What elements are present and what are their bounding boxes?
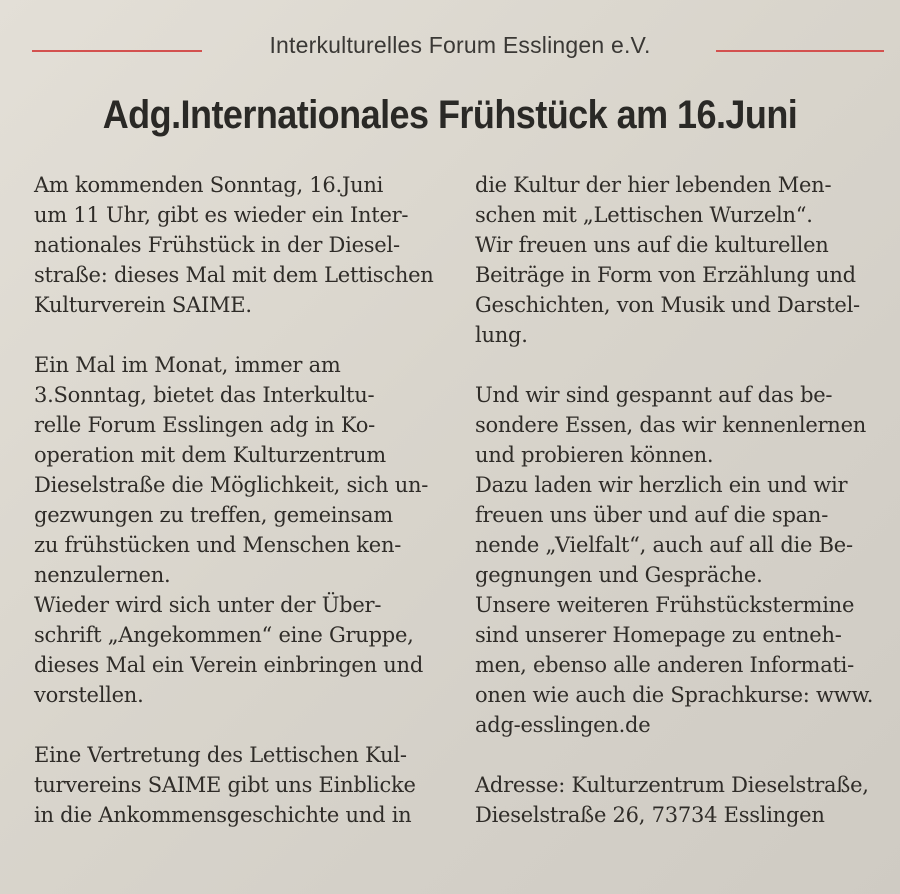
text-line: onen wie auch die Sprachkurse: www. [475, 683, 874, 707]
text-line: in die Ankommensgeschichte und in [34, 803, 412, 827]
text-line: adg-esslingen.de [475, 713, 651, 737]
article-column-left [34, 170, 454, 830]
text-line: men, ebenso alle anderen Informati- [475, 653, 854, 677]
text-line: freuen uns über und auf die span- [475, 503, 829, 527]
text-line: vorstellen. [34, 683, 144, 707]
text-line: sind unserer Homepage zu entneh- [475, 623, 842, 647]
text-line: Kulturverein SAIME. [34, 293, 252, 317]
text-line: sondere Essen, das wir kennenlernen [475, 413, 867, 437]
text-line: die Kultur der hier lebenden Men- [475, 173, 832, 197]
text-line: schen mit „Lettischen Wurzeln“. [475, 203, 813, 227]
header-rule-right [716, 50, 884, 52]
paragraph-gap [34, 320, 454, 350]
text-line: nationales Frühstück in der Diesel- [34, 233, 400, 257]
text-line: Wir freuen uns auf die kulturellen [475, 233, 829, 257]
paragraph-gap [34, 710, 454, 740]
text-line: Dieselstraße 26, 73734 Esslingen [475, 803, 825, 827]
text-line: Geschichten, von Musik und Darstel- [475, 293, 860, 317]
article-headline: Adg.Internationales Frühstück am 16.Juni [102, 93, 798, 137]
text-line: operation mit dem Kulturzentrum [34, 443, 386, 467]
text-line: und probieren können. [475, 443, 714, 467]
organization-name: Interkulturelles Forum Esslingen e.V. [269, 32, 651, 58]
text-line: dieses Mal ein Verein einbringen und [34, 653, 424, 677]
text-line: gezwungen zu treffen, gemeinsam [34, 503, 393, 527]
text-line: Eine Vertretung des Lettischen Kul- [34, 743, 407, 767]
text-line: turvereins SAIME gibt uns Einblicke [34, 773, 416, 797]
text-line: Adresse: Kulturzentrum Dieselstraße, [475, 773, 869, 797]
text-line: lung. [475, 323, 528, 347]
text-line: Und wir sind gespannt auf das be- [475, 383, 833, 407]
text-line: nende „Vielfalt“, auch auf all die Be- [475, 533, 853, 557]
text-line: um 11 Uhr, gibt es wieder ein Inter- [34, 203, 409, 227]
text-line: Wieder wird sich unter der Über- [34, 593, 382, 617]
text-line: straße: dieses Mal mit dem Lettischen [34, 263, 434, 287]
text-line: Unsere weiteren Frühstückstermine [475, 593, 855, 617]
header-rule-left [32, 50, 202, 52]
text-line: 3.Sonntag, bietet das Interkultu- [34, 383, 375, 407]
text-line: gegnungen und Gespräche. [475, 563, 763, 587]
text-line: Dieselstraße die Möglichkeit, sich un- [34, 473, 429, 497]
article-column-right [475, 170, 895, 830]
paragraph-gap [475, 740, 895, 770]
text-line: Dazu laden wir herzlich ein und wir [475, 473, 848, 497]
text-line: schrift „Angekommen“ eine Gruppe, [34, 623, 414, 647]
paragraph-gap [475, 350, 895, 380]
text-line: Am kommenden Sonntag, 16.Juni [34, 173, 384, 197]
text-line: Beiträge in Form von Erzählung und [475, 263, 856, 287]
text-line: zu frühstücken und Menschen ken- [34, 533, 402, 557]
text-line: nenzulernen. [34, 563, 171, 587]
text-line: Ein Mal im Monat, immer am [34, 353, 341, 377]
text-line: relle Forum Esslingen adg in Ko- [34, 413, 375, 437]
